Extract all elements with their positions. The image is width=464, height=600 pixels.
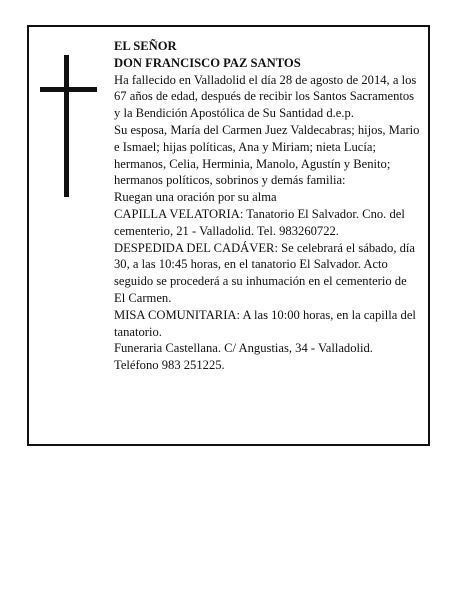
prayer-request: Ruegan una oración por su alma: [114, 190, 277, 205]
family-list: Su esposa, María del Carmen Juez Valdecabras; hijos, Mario e Ismael; hijas políticas, Ana y Miriam; nieta Lucía; hermanos, Celia, Herminia, Manolo, Agustín y Benito; hermanos políticos, sobrinos y demás familia:: [114, 122, 420, 188]
death-announcement: Ha fallecido en Valladolid el día 28 de agosto de 2014, a los 67 años de edad, después de recibir los Santos Sacramentos y la Bendición Apostólica de Su Santidad d.e.p.: [114, 72, 417, 121]
mass-info: MISA COMUNITARIA: A las 10:00 horas, en la capilla del tanatorio.: [114, 307, 416, 339]
cross-horizontal-bar: [40, 87, 97, 92]
cross-icon: [40, 55, 97, 197]
funeral-home-info: Funeraria Castellana. C/ Angustias, 34 - Valladolid. Teléfono 983 251225.: [114, 341, 373, 373]
title-line-1: EL SEÑOR: [114, 39, 177, 53]
farewell-info: DESPEDIDA DEL CADÁVER: Se celebrará el sábado, día 30, a las 10:45 horas, en el tanatorio El Salvador. Acto seguido se procederá a su inhumación en el cementerio de El Carmen.: [114, 240, 416, 305]
obituary-text: [114, 38, 420, 374]
deceased-name: DON FRANCISCO PAZ SANTOS: [114, 55, 301, 70]
wake-chapel-info: CAPILLA VELATORIA: Tanatorio El Salvador. Cno. del cementerio, 21 - Valladolid. Tel. 983260722.: [114, 206, 405, 238]
cross-vertical-bar: [64, 55, 69, 197]
